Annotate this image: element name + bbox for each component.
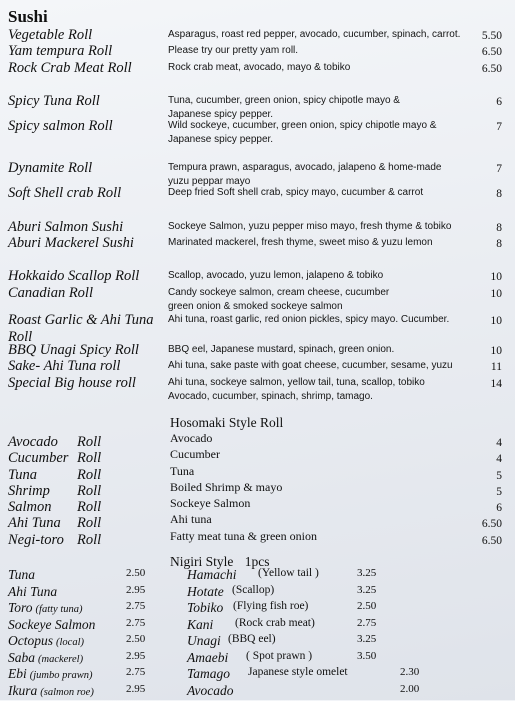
nigiri-item-price: 3.25 <box>357 567 377 579</box>
sashimi-item-name: Toro <box>8 600 33 615</box>
hosomaki-item-suffix: Roll <box>77 450 102 466</box>
nigiri-item-price: 3.25 <box>357 584 377 596</box>
nigiri-item-description: Japanese style omelet <box>248 666 348 678</box>
hosomaki-item-name: Ahi Tuna <box>8 515 61 531</box>
sushi-item-price: 10 <box>490 288 502 300</box>
sashimi-item-name: Sockeye Salmon <box>8 617 96 632</box>
hosomaki-item-description: Tuna <box>170 464 195 478</box>
sushi-item-price: 10 <box>490 315 502 327</box>
sushi-item-price: 7 <box>496 163 502 175</box>
hosomaki-item-description: Ahi tuna <box>170 512 212 526</box>
sashimi-item <box>8 682 94 701</box>
sushi-item-price: 8 <box>496 188 502 200</box>
sushi-item-name: Vegetable Roll <box>8 27 93 43</box>
nigiri-item-description: (Yellow tail ) <box>258 567 319 579</box>
nigiri-item-description: (Rock crab meat) <box>235 617 315 629</box>
nigiri-item-name: Hamachi <box>187 567 237 582</box>
nigiri-item-description: (Flying fish roe) <box>233 600 309 612</box>
nigiri-item-price: 2.00 <box>400 683 420 695</box>
nigiri-item-price: 2.75 <box>357 617 377 629</box>
sashimi-item-note: (fatty tuna) <box>35 604 83 615</box>
nigiri-item-name: Avocado <box>187 683 234 698</box>
sushi-item-description: Ahi tuna, roast garlic, red onion pickles, spicy mayo. Cucumber. <box>168 314 450 325</box>
hosomaki-item-description: Fatty meat tuna & green onion <box>170 529 317 543</box>
nigiri-item-name: Hotate <box>187 584 224 599</box>
sushi-item-name: Hokkaido Scallop Roll <box>8 268 140 284</box>
sushi-item-name: Sake- Ahi Tuna roll <box>8 358 121 374</box>
hosomaki-item-name: Cucumber <box>8 450 69 466</box>
nigiri-item-name: Tobiko <box>187 600 224 615</box>
hosomaki-item-name: Tuna <box>8 467 38 483</box>
sushi-item-description: Scallop, avocado, yuzu lemon, jalapeno & tobiko <box>168 270 384 281</box>
sushi-item-description: Wild sockeye, cucumber, green onion, spicy chipotle mayo & Japanese spicy pepper. <box>168 120 437 145</box>
sashimi-item-price: 2.50 <box>126 633 146 645</box>
sushi-item-price: 8 <box>496 238 502 250</box>
sushi-item-description: Ahi tuna, sockeye salmon, yellow tail, tuna, scallop, tobiko Avocado, cucumber, spinach, shrimp, tamago. <box>168 377 425 402</box>
hosomaki-item-name: Salmon <box>8 499 52 515</box>
sushi-item-name: Dynamite Roll <box>8 160 93 176</box>
nigiri-item-price: 3.25 <box>357 633 377 645</box>
sushi-item-description: Deep fried Soft shell crab, spicy mayo, cucumber & carrot <box>168 187 424 198</box>
sashimi-item-price: 2.50 <box>126 567 146 579</box>
hosomaki-item-suffix: Roll <box>77 515 102 531</box>
sashimi-item-name: Saba <box>8 650 35 665</box>
nigiri-item-price: 2.30 <box>400 666 420 678</box>
sushi-item-description: BBQ eel, Japanese mustard, spinach, green onion. <box>168 344 395 355</box>
sashimi-item-note: (local) <box>56 637 84 648</box>
hosomaki-item-suffix: Roll <box>77 499 102 515</box>
sushi-item-description: Asparagus, roast red pepper, avocado, cucumber, spinach, carrot. <box>168 29 461 40</box>
sushi-item-price: 5.50 <box>481 30 502 42</box>
sushi-item-description: Please try our pretty yam roll. <box>168 45 299 56</box>
sushi-item-description: Rock crab meat, avocado, mayo & tobiko <box>168 62 351 73</box>
sashimi-item-name: Octopus <box>8 633 53 648</box>
sashimi-item-name: Tuna <box>8 567 36 582</box>
sushi-item-price: 11 <box>490 361 502 373</box>
hosomaki-item-suffix: Roll <box>77 467 102 483</box>
hosomaki-item-suffix: Roll <box>77 483 102 499</box>
nigiri-item-name: Unagi <box>187 633 221 648</box>
sushi-item-name: Yam tempura Roll <box>8 43 113 59</box>
sushi-item-name: Spicy salmon Roll <box>8 118 113 134</box>
nigiri-item-name: Amaebi <box>187 650 229 665</box>
hosomaki-item-name: Shrimp <box>8 483 50 499</box>
sushi-item-name: Special Big house roll <box>8 375 136 391</box>
nigiri-unit: 1pcs <box>244 554 270 569</box>
sushi-item-price: 6 <box>496 96 502 108</box>
hosomaki-item-suffix: Roll <box>77 532 102 548</box>
sashimi-item-price: 2.75 <box>126 600 146 612</box>
sushi-item-name: Canadian Roll <box>8 285 93 301</box>
sushi-item-price: 6.50 <box>481 46 502 58</box>
section-title-hosomaki: Hosomaki Style Roll <box>170 415 284 430</box>
nigiri-item-description: ( Spot prawn ) <box>246 650 313 662</box>
sashimi-item-price: 2.95 <box>126 584 146 596</box>
sushi-item-price: 10 <box>490 345 502 357</box>
sushi-item-price: 10 <box>490 271 502 283</box>
sushi-item-price: 14 <box>490 378 502 390</box>
sushi-item-name: Rock Crab Meat Roll <box>8 60 132 76</box>
nigiri-item-name: Tamago <box>187 666 231 681</box>
sushi-item-price: 7 <box>496 121 502 133</box>
sushi-item-name: Soft Shell crab Roll <box>8 185 122 201</box>
sushi-item-name: Aburi Mackerel Sushi <box>8 235 134 251</box>
sashimi-item-price: 2.75 <box>126 666 146 678</box>
nigiri-item-description: (Scallop) <box>232 584 275 596</box>
hosomaki-item-price: 6.50 <box>481 535 502 547</box>
sushi-item-description: Tuna, cucumber, green onion, spicy chipotle mayo & Japanese spicy pepper. <box>168 95 400 120</box>
sushi-item-description: Marinated mackerel, fresh thyme, sweet miso & yuzu lemon <box>168 237 433 248</box>
hosomaki-item-suffix: Roll <box>77 434 102 450</box>
hosomaki-item-price: 6 <box>496 502 502 514</box>
sashimi-item-note: (salmon roe) <box>40 687 94 698</box>
sushi-item-name: Spicy Tuna Roll <box>8 93 100 109</box>
sushi-item-name: Aburi Salmon Sushi <box>8 219 124 235</box>
sashimi-item-note: (mackerel) <box>38 654 84 665</box>
sashimi-item-price: 2.75 <box>126 617 146 629</box>
sashimi-item-name: Ikura <box>8 683 38 698</box>
hosomaki-item-price: 6.50 <box>481 518 502 530</box>
hosomaki-item-price: 4 <box>496 437 502 449</box>
sashimi-item-price: 2.95 <box>126 683 146 695</box>
nigiri-item-description: (BBQ eel) <box>228 633 276 645</box>
nigiri-item-price: 3.50 <box>357 650 377 662</box>
sashimi-item-name: Ahi Tuna <box>8 584 58 599</box>
sushi-item-price: 6.50 <box>481 63 502 75</box>
sushi-item-description: Ahi tuna, sake paste with goat cheese, cucumber, sesame, yuzu <box>168 360 453 371</box>
nigiri-title: Nigiri Style <box>170 554 234 569</box>
hosomaki-item-price: 4 <box>496 453 502 465</box>
sushi-item-name: Roast Garlic & Ahi Tuna Roll <box>8 312 154 345</box>
sushi-item-description: Sockeye Salmon, yuzu pepper miso mayo, fresh thyme & tobiko <box>168 221 452 232</box>
sushi-item-name: BBQ Unagi Spicy Roll <box>8 342 139 358</box>
sushi-item-price: 8 <box>496 222 502 234</box>
sashimi-item-price: 2.95 <box>126 650 146 662</box>
sashimi-item-name: Ebi <box>8 666 27 681</box>
hosomaki-item-name: Avocado <box>8 434 58 450</box>
sashimi-item-note: (jumbo prawn) <box>29 670 93 681</box>
hosomaki-item-description: Boiled Shrimp & mayo <box>170 480 283 494</box>
sushi-item-description: Tempura prawn, asparagus, avocado, jalapeno & home-made yuzu peppar mayo <box>168 162 442 187</box>
hosomaki-item-price: 5 <box>496 470 502 482</box>
sushi-item-description: Candy sockeye salmon, cream cheese, cucumber green onion & smoked sockeye salmon <box>168 287 390 312</box>
nigiri-item-price: 2.50 <box>357 600 377 612</box>
section-title-sushi: Sushi <box>8 7 48 26</box>
hosomaki-item-description: Sockeye Salmon <box>170 496 251 510</box>
hosomaki-item-price: 5 <box>496 486 502 498</box>
hosomaki-item-description: Cucumber <box>170 447 220 461</box>
nigiri-item-name: Kani <box>187 617 214 632</box>
hosomaki-item-description: Avocado <box>170 431 213 445</box>
hosomaki-item-name: Negi-toro <box>8 532 64 548</box>
